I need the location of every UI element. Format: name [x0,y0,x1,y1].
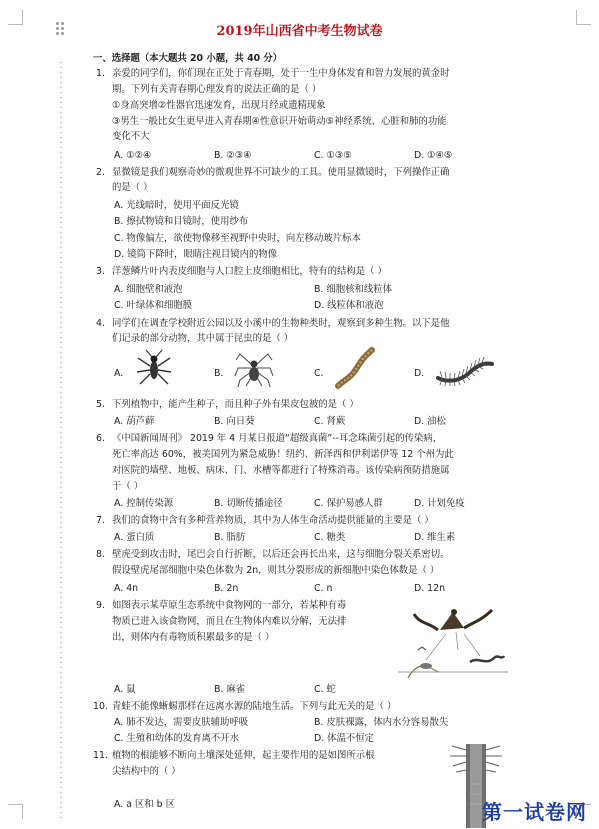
option: B. 2n [214,583,239,594]
option: A. 葫芦藓 [114,416,155,427]
question-number: 2. [96,167,105,178]
option: B. 细胞核和线粒体 [314,284,393,295]
option: B. 皮肤裸露，体内水分容易散失 [314,717,449,728]
option: B. [214,368,224,379]
option: D. 线粒体和液泡 [314,300,384,311]
question-text: 对医院的墙壁、地板、病床、门、水槽等都进行了特殊消毒。该传染病预防措施属 [112,465,450,476]
option: B. 脂肪 [214,532,246,543]
question-text: 下列植物中，能产生种子，而且种子外有果皮包被的是（ ） [112,399,359,410]
question-number: 4. [96,318,105,329]
option: B. 擦拭物镜和目镜时，使用纱布 [114,216,249,227]
option: D. [414,368,425,379]
option: C. 糖类 [314,532,346,543]
margin-guide [60,60,62,820]
question-number: 6. [96,433,105,444]
option: C. 保护易感人群 [314,498,383,509]
food-web-image [398,600,508,680]
question-number: 7. [96,515,105,526]
option: D. 12n [414,583,446,594]
option: D. 镜筒下降时，眼睛注视目镜内的物像 [114,249,278,260]
option: A. 鼠 [114,684,136,695]
option: A. 4n [114,583,139,594]
question-text: 如图表示某草原生态系统中食物网的一部分，若某种有毒 [112,600,347,611]
question-text: 物质已进入该食物网，而且在生物体内难以分解，无法排 [112,616,347,627]
option: A. 细胞壁和液泡 [114,284,183,295]
watermark-logo: 第一试卷网 [482,800,587,824]
option: B. ②③④ [214,150,252,161]
crop-mark [8,804,23,819]
question-text: 的是（ ） [112,182,153,193]
question-text: 于（ ） [112,481,144,492]
question-text: 出，则体内有毒物质积累最多的是（ ） [112,632,275,643]
question-text: 同学们在调查学校附近公园以及小溪中的生物种类时，观察到多种生物。以下是他 [112,318,450,329]
option: C. n [314,583,333,594]
option: A. ①②④ [114,150,152,161]
question-text: 尖结构中的（ ） [112,766,181,777]
option: A. 光线暗时，使用平面反光镜 [114,200,239,211]
question-text: 亲爱的同学们，你们现在正处于青春期，处于一生中身体发育和智力发展的黄金时 [112,68,450,79]
option: B. 向日葵 [214,416,255,427]
question-text: 们记录的部分动物，其中属于昆虫的是（ ） [112,333,294,344]
question-text: 期。下列有关青春期心理发育的说法正确的是（ ） [112,84,322,95]
option: C. 物像偏左，欲使物像移至视野中央时，向左移动玻片标本 [114,233,361,244]
question-text: 变化不大 [112,131,150,142]
option: C. ①③⑤ [314,150,352,161]
option: D. 体温不恒定 [314,733,375,744]
option: A. 肺不发达，需要皮肤辅助呼吸 [114,717,249,728]
question-number: 9. [96,600,105,611]
spider-icon [234,350,274,388]
question-number: 3. [96,266,105,277]
question-text: 壁虎受到攻击时，尾巴会自行折断，以后还会再长出来，这与细胞分裂关系密切。 [112,549,450,560]
question-text: 洋葱鳞片叶内表皮细胞与人口腔上皮细胞相比，特有的结构是（ ） [112,266,387,277]
question-number: 5. [96,399,105,410]
question-text: 《中国新闻周刊》 2019 年 4 月某日报道“超级真菌”--耳念珠菌引起的传染病， [112,433,443,444]
question-text: 青蛙不能像蜥蜴那样在远离水源的陆地生活。下列与此无关的是（ ） [112,701,397,712]
question-text: 假设壁虎尾部细胞中染色体数为 2n，则其分裂形成的新细胞中染色体数是（ ） [112,565,440,576]
question-text: 植物的根能够不断向土壤深处延伸，起主要作用的是如图所示根 [112,750,375,761]
option: D. ①④⑤ [414,150,453,161]
centipede-icon [432,352,496,386]
question-text: 我们的食物中含有多种营养物质，其中为人体生命活动提供能量的主要是（ ） [112,515,434,526]
option: C. 生殖和幼体的发育离不开水 [114,733,240,744]
fly-icon [134,348,174,388]
worm-icon [334,346,376,390]
option: A. 控制传染源 [114,498,174,509]
page-title: 2019年山西省中考生物试卷 [216,24,383,39]
option: C. 肾蕨 [314,416,346,427]
question-text: ①身高突增②性器官迅速发育，出现月经或遗精现象 [112,100,326,111]
option: D. 维生素 [414,532,456,543]
question-number: 1. [96,68,105,79]
question-number: 8. [96,549,105,560]
option: A. 蛋白质 [114,532,155,543]
question-number: 11. [93,750,108,761]
question-text: ③男生一般比女生更早进入青春期④性意识开始萌动⑤神经系统、心脏和肺的功能 [112,116,447,127]
option: A. [114,368,124,379]
option: D. 计划免疫 [414,498,465,509]
option: C. 蛇 [314,684,336,695]
option: C. 叶绿体和细胞膜 [114,300,193,311]
question-text: 死亡率高达 60%，被美国列为紧急威胁！纽约、新泽西和伊利诺伊等 12 个州为此 [112,449,454,460]
option: A. a 区和 b 区 [114,799,175,810]
option: B. 麻雀 [214,684,246,695]
option: B. 切断传播途径 [214,498,283,509]
section-heading: 一、选择题（本大题共 20 小题，共 40 分） [93,53,283,64]
option: D. 油松 [414,416,446,427]
question-text: 显微镜是我们观察奇妙的微观世界不可缺少的工具。使用显微镜时，下列操作正确 [112,167,450,178]
question-number: 10. [93,701,108,712]
option: C. [314,368,324,379]
